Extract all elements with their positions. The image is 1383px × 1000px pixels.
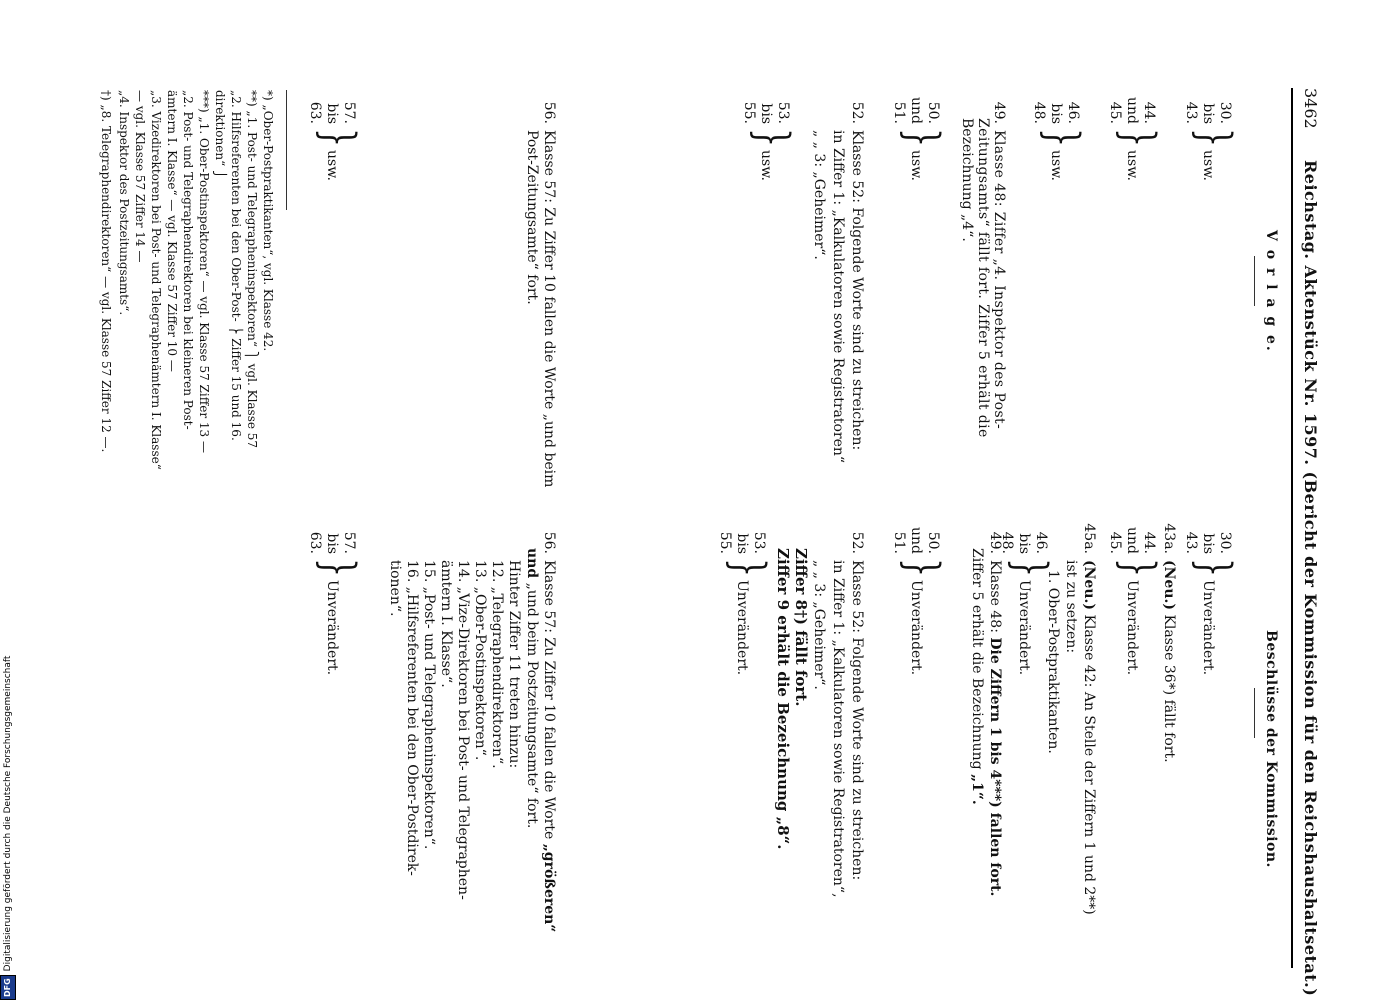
left-row-number: bis	[1048, 103, 1064, 124]
left-row-number: 51.	[891, 101, 907, 124]
left-row-number: bis	[1200, 103, 1216, 124]
left-row-text: „ „ 3: „Geheimer“.	[811, 130, 827, 260]
right-row-number: 57.	[341, 531, 357, 554]
right-row-text: 14. „Vize-Direktoren bei Post- und Telegraphen-	[455, 560, 471, 900]
right-row-emphasis: Ziffer 9 erhält die Bezeichnung „8“.	[774, 548, 792, 850]
right-row-text: Unverändert.	[1124, 580, 1140, 676]
right-row-emphasis: Die Ziffern 1 bis 4***) fallen fort.	[987, 637, 1003, 897]
right-row-text-part: Klasse 57: Zu Ziffer 10 fallen die Worte	[541, 560, 557, 844]
dfg-logo: DFG	[0, 975, 16, 1000]
footnote-rule	[286, 90, 287, 210]
right-row-brace: }	[1111, 558, 1164, 578]
right-row-text	[1161, 560, 1177, 763]
footnote: — vgl. Klasse 57 Ziffer 14 —	[133, 90, 147, 263]
footnote: ämtern I. Klasse“ — vgl. Klasse 57 Ziffer 10 —	[165, 90, 179, 372]
right-row-emphasis: „1“.	[969, 774, 985, 805]
right-row-number: bis	[1016, 533, 1032, 554]
left-row-brace: }	[1187, 128, 1240, 148]
header-rule	[1291, 88, 1293, 968]
right-row-text-part: „und beim Postzeitungsamte“ fort.	[524, 578, 540, 829]
footnote: „4. Inspektor des Postzeitungsamts“.	[117, 90, 131, 316]
right-row-text: Unverändert.	[1200, 580, 1216, 676]
right-row-emphasis: „größeren“	[541, 843, 557, 933]
right-row-text	[987, 560, 1003, 896]
right-row-number: 49.	[987, 531, 1003, 554]
footnote: „2. Hilfsreferenten bei den Ober-Post- ⎬ Ziffer 15 und 16.	[229, 90, 243, 441]
left-row-text: usw.	[324, 150, 340, 181]
right-row-text: ist zu setzen:	[1063, 560, 1079, 654]
left-row-brace: }	[1035, 128, 1088, 148]
right-row-text: Unverändert.	[908, 580, 924, 676]
footnote: *) „Ober-Postpraktikanten“, vgl. Klasse 42.	[261, 90, 275, 352]
right-row-number: 51.	[891, 531, 907, 554]
right-row-text	[541, 560, 557, 932]
left-row-number: 50.	[925, 101, 941, 124]
left-row-text: usw.	[1200, 150, 1216, 181]
right-row-text	[524, 548, 540, 828]
right-heading-rule	[1254, 688, 1255, 738]
right-row-number: und	[1124, 527, 1140, 554]
left-row-number: 53.	[775, 101, 791, 124]
left-row-brace: }	[745, 128, 798, 148]
right-row-text: Unverändert.	[324, 580, 340, 676]
right-row-number: 55.	[717, 531, 733, 554]
left-row-text: Zeitungsamts“ fällt fort. Ziffer 5 erhält die	[975, 118, 991, 438]
left-row-number: 57.	[341, 101, 357, 124]
left-row-text: Klasse 52: Folgende Worte sind zu streichen:	[849, 130, 865, 451]
left-row-number: 56.	[541, 101, 557, 124]
right-row-brace: }	[1003, 558, 1056, 578]
right-row-number: 50.	[925, 531, 941, 554]
left-column-heading: V o r l a g e.	[1263, 230, 1279, 353]
right-row-number: und	[908, 527, 924, 554]
right-row-number: 30.	[1217, 531, 1233, 554]
right-row-number: 43a.	[1161, 523, 1177, 554]
left-row-text: in Ziffer 1: „Kalkulatoren sowie Registratoren“	[830, 130, 846, 464]
new-marker: (Neu.)	[1161, 560, 1177, 611]
right-row-number: bis	[324, 533, 340, 554]
right-row-text-part: Klasse 42: An Stelle der Ziffern 1 und 2**)	[1081, 614, 1097, 915]
right-row-text-part: Klasse 36*) fällt fort.	[1161, 614, 1177, 763]
left-row-number: bis	[758, 103, 774, 124]
left-row-number: 48.	[1031, 101, 1047, 124]
right-row-brace: }	[1187, 558, 1240, 578]
left-row-text: Bezeichnung „4“.	[959, 118, 975, 242]
left-row-text: Klasse 48: Ziffer „4. Inspektor des Post-	[991, 130, 1007, 430]
left-row-text: usw.	[908, 150, 924, 181]
left-heading-rule	[1254, 256, 1255, 306]
right-row-text: 15. „Post- und Telegrapheninspektoren“.	[421, 560, 437, 850]
left-row-brace: }	[311, 128, 364, 148]
right-row-text: 13. „Ober-Postinspektoren“.	[472, 560, 488, 761]
right-row-text	[969, 548, 985, 805]
footnote: direktionen“ ⎭	[213, 90, 227, 180]
left-row-text: Post-Zeitungsamte“ fort.	[524, 130, 540, 305]
left-row-text: Klasse 57: Zu Ziffer 10 fallen die Worte „und beim	[541, 130, 557, 488]
right-row-emphasis: und	[524, 548, 540, 579]
right-row-brace: }	[721, 558, 774, 578]
footnote: ***) „1. Ober-Postinspektoren“ — vgl. Klasse 57 Ziffer 13 —	[197, 90, 211, 453]
digitization-note	[0, 0, 14, 1000]
right-row-emphasis: Ziffer 8†) fällt fort.	[792, 548, 810, 707]
right-row-number: 52.	[849, 531, 865, 554]
right-row-text: Klasse 52: Folgende Worte sind zu streichen:	[849, 560, 865, 881]
right-row-text	[1081, 560, 1097, 915]
right-row-text: ämtern I. Klasse“.	[438, 560, 454, 688]
left-row-text: usw.	[758, 150, 774, 181]
left-row-number: 30.	[1217, 101, 1233, 124]
footnote: †) „8. Telegraphendirektoren“ — vgl. Klasse 57 Ziffer 12 —.	[99, 90, 113, 453]
right-row-brace: }	[311, 558, 364, 578]
page-number: 3462	[1301, 88, 1320, 129]
right-row-brace: }	[895, 558, 948, 578]
left-row-number: 55.	[741, 101, 757, 124]
left-row-number: 49.	[991, 101, 1007, 124]
right-row-number: 63.	[307, 531, 323, 554]
right-row-number: 45a.	[1081, 523, 1097, 554]
right-row-number: bis	[1200, 533, 1216, 554]
left-row-brace: }	[895, 128, 948, 148]
right-row-text: Hinter Ziffer 11 treten hinzu:	[506, 560, 522, 769]
left-row-number: 43.	[1183, 101, 1199, 124]
left-row-number: 45.	[1107, 101, 1123, 124]
footnote: **) „1. Post- und Telegrapheninspektoren“ ⎫ vgl. Klasse 57	[245, 90, 259, 449]
left-row-text: usw.	[1048, 150, 1064, 181]
right-row-text: „ „ 3: „Geheimer“.	[811, 560, 827, 690]
footnote: „3. Vizedirektoren bei Post- und Telegraphenämtern I. Klasse“	[149, 90, 163, 470]
right-row-text-part: Ziffer 5 erhält die Bezeichnung	[969, 548, 985, 775]
new-marker: (Neu.)	[1081, 560, 1097, 611]
right-row-number: 45.	[1107, 531, 1123, 554]
running-header: Reichstag. Aktenstück Nr. 1597. (Bericht der Kommission für den Reichshaushaltsetat.)	[1301, 160, 1320, 997]
right-row-text: 1. Ober-Postpraktikanten.	[1045, 570, 1061, 754]
right-row-text: tionen“.	[387, 560, 403, 617]
right-row-number: 48.	[999, 531, 1015, 554]
left-row-number: 44.	[1141, 101, 1157, 124]
footnote: „2. Post- und Telegraphendirektoren bei kleineren Post-	[181, 90, 195, 430]
right-row-number: bis	[734, 533, 750, 554]
left-row-number: 63.	[307, 101, 323, 124]
right-row-text: Unverändert.	[1016, 580, 1032, 676]
right-column-heading: Beschlüsse der Kommission.	[1263, 630, 1279, 868]
right-row-number: 43.	[1183, 531, 1199, 554]
digitization-note-text: Digitalisierung gefördert durch die Deutsche Forschungsgemeinschaft	[3, 655, 13, 972]
left-row-number: 52.	[849, 101, 865, 124]
left-row-number: und	[908, 97, 924, 124]
right-row-number: 44.	[1141, 531, 1157, 554]
right-row-number: 56.	[541, 531, 557, 554]
left-row-text: usw.	[1124, 150, 1140, 181]
right-row-text: in Ziffer 1: „Kalkulatoren sowie Registratoren“,	[830, 560, 846, 898]
right-row-text: 16. „Hilfsreferenten bei den Ober-Postdirek-	[404, 560, 420, 876]
right-row-number: 46.	[1033, 531, 1049, 554]
left-row-brace: }	[1111, 128, 1164, 148]
left-row-number: 46.	[1065, 101, 1081, 124]
left-row-number: bis	[324, 103, 340, 124]
right-row-text: 12. „Telegraphendirektoren“.	[489, 560, 505, 769]
left-row-number: und	[1124, 97, 1140, 124]
right-row-text: Unverändert.	[734, 580, 750, 676]
right-row-number: 53.	[751, 531, 767, 554]
right-row-text-part: Klasse 48:	[987, 560, 1003, 638]
